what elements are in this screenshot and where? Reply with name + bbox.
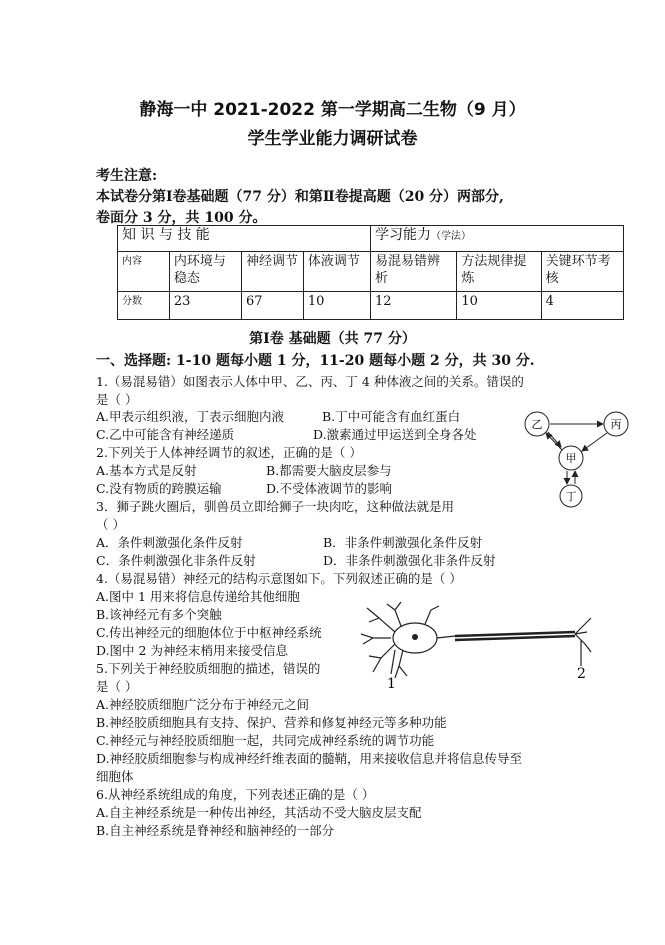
q3-stem-cont: （ ） (96, 517, 125, 532)
table-header-cell: 体液调节 (303, 252, 370, 292)
table-score-cell: 4 (541, 292, 623, 320)
section-title: 第Ⅰ卷 基础题（共 77 分） (249, 331, 416, 347)
q1-stem: 1.（易混易错）如图表示人体中甲、乙、丙、丁 4 种体液之间的关系。错误的 (96, 374, 524, 389)
arrow-bing-jia (582, 433, 607, 451)
table-score-cell: 67 (241, 292, 303, 320)
q4-option-b: B.该神经元有多个突触 (96, 607, 222, 622)
q6-option-b: B.自主神经系统是脊神经和脑神经的一部分 (96, 823, 335, 838)
table-score-cell: 23 (169, 292, 241, 320)
arrow-yi-jia (548, 432, 561, 447)
table-header-cell: 关键环节考核 (541, 252, 623, 292)
table-row-label-score: 分数 (118, 292, 170, 320)
neuron-axon-terminals (575, 618, 591, 660)
q3-option-b: B．非条件刺激强化条件反射 (323, 535, 483, 550)
table-header-cell: 易混易错辨析 (370, 252, 456, 292)
neuron-nucleus (412, 634, 418, 640)
neuron-dendrites (361, 602, 439, 678)
table-knowledge-header: 知 识 与 技 能 (118, 226, 371, 252)
arrow-jia-yi (546, 433, 562, 450)
q6-option-a: A.自主神经系统是一种传出神经，其活动不受大脑皮层支配 (96, 805, 422, 820)
table-ability-header: 学习能力（学法） (370, 226, 623, 252)
q4-option-c: C.传出神经元的细胞体位于中枢神经系统 (96, 625, 322, 640)
q2-option-b: B.都需要大脑皮层参与 (266, 463, 392, 478)
score-distribution-table (117, 225, 624, 320)
q1-stem-cont: 是（ ） (96, 392, 138, 407)
body-fluid-diagram (510, 400, 640, 510)
q1-option-b: B.丁中可能含有血红蛋白 (322, 409, 461, 424)
node-bing-label: 丙 (610, 418, 622, 431)
notice-label: 考生注意: (96, 168, 158, 184)
q1-option-d: D.激素通过甲运送到全身各处 (313, 427, 477, 442)
q2-stem: 2.下列关于人体神经调节的叙述，正确的是（ ） (96, 445, 362, 460)
q5-option-a: A.神经胶质细胞广泛分布于神经元之间 (96, 697, 310, 712)
table-row-label-content: 内容 (118, 252, 170, 292)
q5-option-d: D.神经胶质细胞参与构成神经纤维表面的髓鞘，用来接收信息并将信息传导至 (96, 751, 523, 766)
table-score-cell: 10 (457, 292, 541, 320)
label-1-pointer (391, 650, 395, 674)
table-score-cell: 12 (370, 292, 456, 320)
q3-stem: 3．狮子跳火圈后，驯兽员立即给狮子一块肉吃，这种做法就是用 (96, 499, 454, 514)
node-jia-label: 甲 (565, 452, 577, 465)
table-header-cell: 内环境与稳态 (169, 252, 241, 292)
q4-option-d: D.图中 2 为神经末梢用来接受信息 (96, 643, 288, 658)
q5-option-d-cont: 细胞体 (96, 769, 134, 784)
q3-option-d: D．非条件刺激强化非条件反射 (323, 553, 496, 568)
q6-stem: 6.从神经系统组成的角度，下列表述正确的是（ ） (96, 787, 375, 802)
neuron-label-1: 1 (387, 676, 396, 690)
q5-stem-cont: 是（ ） (96, 679, 138, 694)
q4-stem: 4.（易混易错）神经元的结构示意图如下。下列叙述正确的是（ ） (96, 571, 462, 586)
node-yi-label: 乙 (531, 418, 543, 431)
q2-option-a: A.基本方式是反射 (96, 463, 197, 478)
q5-option-b: B.神经胶质细胞具有支持、保护、营养和修复神经元等多种功能 (96, 715, 447, 730)
q2-option-d: D.不受体液调节的影响 (266, 481, 393, 496)
exam-title-line1: 静海一中 2021-2022 第一学期高二生物（9 月） (139, 100, 526, 120)
q2-option-c: C.没有物质的跨膜运输 (96, 481, 222, 496)
notice-line1: 本试卷分第Ⅰ卷基础题（77 分）和第Ⅱ卷提高题（20 分）两部分, (96, 189, 504, 205)
neuron-myelin (455, 632, 575, 640)
neuron-diagram (355, 600, 605, 690)
neuron-label-2: 2 (577, 666, 586, 682)
table-header-cell: 神经调节 (241, 252, 303, 292)
q3-option-a: A．条件刺激强化条件反射 (96, 535, 243, 550)
q3-option-c: C．条件刺激强化非条件反射 (96, 553, 256, 568)
part1-heading: 一、选择题: 1-10 题每小题 1 分，11-20 题每小题 2 分，共 30 分. (96, 353, 535, 369)
q5-stem: 5.下列关于神经胶质细胞的描述，错误的 (96, 661, 321, 676)
table-header-cell: 方法规律提炼 (457, 252, 541, 292)
q1-option-a: A.甲表示组织液，丁表示细胞内液 (96, 409, 285, 424)
q1-option-c: C.乙中可能含有神经递质 (96, 427, 235, 442)
q5-option-c: C.神经元与神经胶质细胞一起，共同完成神经系统的调节功能 (96, 733, 435, 748)
notice-line2: 卷面分 3 分，共 100 分。 (96, 210, 267, 226)
node-ding-label: 丁 (565, 490, 577, 503)
q4-option-a: A.图中 1 用来将信息传递给其他细胞 (96, 589, 300, 604)
table-score-cell: 10 (303, 292, 370, 320)
exam-title-line2: 学生学业能力调研试卷 (247, 129, 418, 149)
